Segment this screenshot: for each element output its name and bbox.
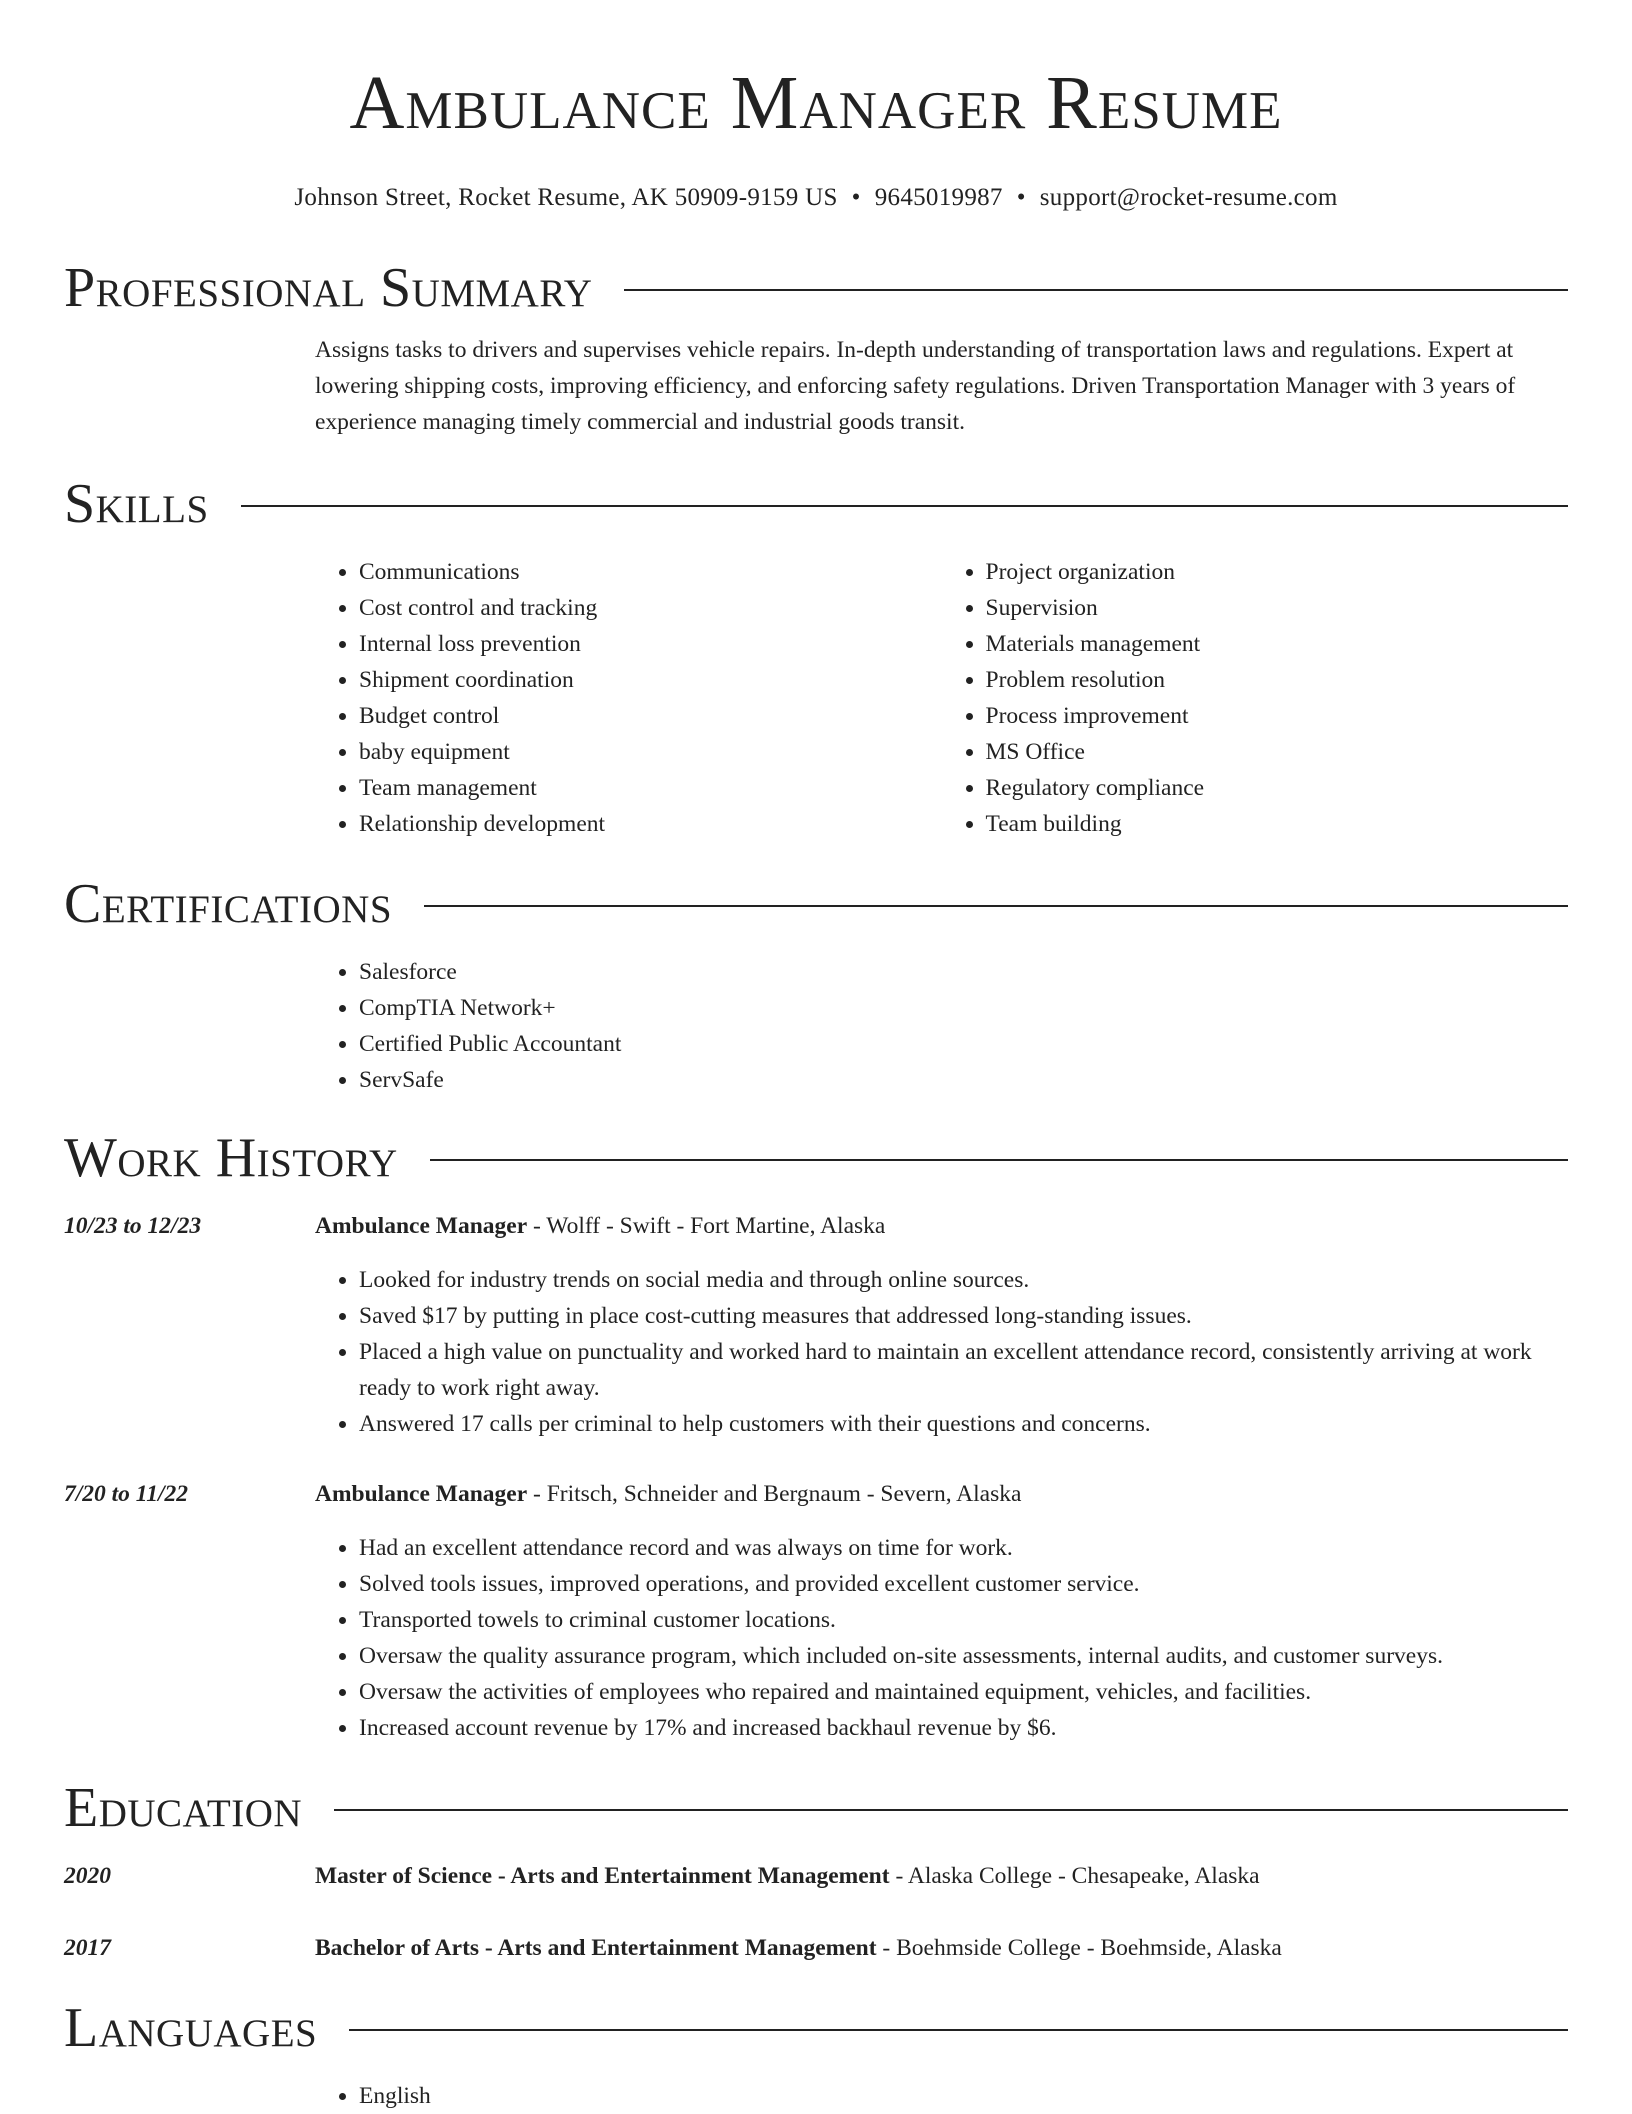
work-history-section bbox=[64, 1126, 1568, 1746]
education-section bbox=[64, 1776, 1568, 1966]
education-year: 2017 bbox=[64, 1935, 111, 1961]
contact-phone: 9645019987 bbox=[874, 184, 1003, 211]
certification-item: • Salesforce bbox=[359, 954, 1568, 990]
certifications-heading: Certifications bbox=[64, 873, 393, 935]
job-title: Ambulance Manager bbox=[315, 1213, 528, 1239]
education-heading: Education bbox=[64, 1777, 303, 1839]
skills-list-right bbox=[942, 554, 1569, 842]
section-divider bbox=[334, 1809, 1568, 1811]
education-degree: Master of Science - Arts and Entertainment Management bbox=[315, 1863, 890, 1889]
skill-item: • Relationship development bbox=[359, 806, 942, 842]
skill-item: • Internal loss prevention bbox=[359, 626, 942, 662]
skills-columns bbox=[315, 554, 1568, 842]
contact-address: Johnson Street, Rocket Resume, AK 50909-9159 US bbox=[294, 184, 838, 211]
job-dates: 10/23 to 12/23 bbox=[64, 1213, 202, 1239]
skill-item: • Project organization bbox=[986, 554, 1569, 590]
job-bullet: • Solved tools issues, improved operations, and provided excellent customer service. bbox=[359, 1566, 1568, 1602]
education-details: - Boehmside College - Boehmside, Alaska bbox=[876, 1935, 1282, 1961]
education-year: 2020 bbox=[64, 1863, 111, 1889]
languages-list bbox=[315, 2078, 1568, 2114]
job-bullet: • Increased account revenue by 17% and increased backhaul revenue by $6. bbox=[359, 1710, 1568, 1746]
skills-heading: Skills bbox=[64, 473, 209, 535]
education-header bbox=[64, 1776, 1568, 1840]
skill-item: • MS Office bbox=[986, 734, 1569, 770]
summary-text: Assigns tasks to drivers and supervises vehicle repairs. In-depth understanding of transportation laws and regulations. Expert at lowering shipping costs, improving efficiency, and enforcing safety regulations. Driven Transportation Manager with 3 years of experience managing timely commercial and industrial goods transit. bbox=[315, 337, 1516, 435]
contact-email[interactable]: support@rocket-resume.com bbox=[1039, 184, 1338, 211]
summary-header bbox=[64, 256, 1568, 320]
languages-body bbox=[315, 2078, 1568, 2114]
job-bullets-container bbox=[315, 1262, 1568, 1442]
section-divider bbox=[241, 505, 1568, 507]
education-entry bbox=[64, 1858, 1568, 1894]
job-bullet: • Answered 17 calls per criminal to help customers with their questions and concerns. bbox=[359, 1406, 1568, 1442]
skills-header bbox=[64, 472, 1568, 536]
skills-list-left bbox=[315, 554, 942, 842]
skill-item: • Budget control bbox=[359, 698, 942, 734]
job-bullets-container bbox=[315, 1530, 1568, 1746]
summary-heading: Professional Summary bbox=[64, 257, 593, 319]
skill-item: • Process improvement bbox=[986, 698, 1569, 734]
skill-item: • Materials management bbox=[986, 626, 1569, 662]
job-dates: 7/20 to 11/22 bbox=[64, 1481, 189, 1507]
certifications-body bbox=[315, 954, 1568, 1098]
job-bullets bbox=[315, 1530, 1568, 1746]
job-bullet: • Looked for industry trends on social media and through online sources. bbox=[359, 1262, 1568, 1298]
job-bullet: • Placed a high value on punctuality and worked hard to maintain an excellent attendance record, consistently arriving at work ready to work right away. bbox=[359, 1334, 1568, 1406]
education-header-line bbox=[315, 1930, 1568, 1966]
certification-item: • CompTIA Network+ bbox=[359, 990, 1568, 1026]
skill-item: • Team management bbox=[359, 770, 942, 806]
job-title: Ambulance Manager bbox=[315, 1481, 528, 1507]
job-header bbox=[315, 1476, 1568, 1512]
skill-item: • Problem resolution bbox=[986, 662, 1569, 698]
contact-separator: • bbox=[1016, 184, 1026, 211]
resume-page bbox=[64, 0, 1568, 2109]
section-divider bbox=[424, 905, 1568, 907]
certifications-header bbox=[64, 872, 1568, 936]
education-entry bbox=[64, 1930, 1568, 1966]
job-entry bbox=[64, 1476, 1568, 1512]
skills-section bbox=[64, 472, 1568, 842]
job-header bbox=[315, 1208, 1568, 1244]
education-degree: Bachelor of Arts - Arts and Entertainment Management bbox=[315, 1935, 877, 1961]
section-divider bbox=[624, 289, 1568, 291]
job-entry bbox=[64, 1208, 1568, 1244]
certification-item: • ServSafe bbox=[359, 1062, 1568, 1098]
summary-section bbox=[64, 256, 1568, 440]
resume-title: Ambulance Manager Resume bbox=[349, 61, 1283, 145]
education-details: - Alaska College - Chesapeake, Alaska bbox=[889, 1863, 1260, 1889]
section-divider bbox=[430, 1159, 1568, 1161]
section-divider bbox=[349, 2029, 1568, 2031]
skill-item: • Supervision bbox=[986, 590, 1569, 626]
skill-item: • Cost control and tracking bbox=[359, 590, 942, 626]
job-details: - Fritsch, Schneider and Bergnaum - Severn, Alaska bbox=[527, 1481, 1022, 1507]
work-history-header bbox=[64, 1126, 1568, 1190]
contact-line bbox=[64, 182, 1568, 214]
skill-item: • Communications bbox=[359, 554, 942, 590]
skill-item: • Regulatory compliance bbox=[986, 770, 1569, 806]
job-bullet: • Had an excellent attendance record and was always on time for work. bbox=[359, 1530, 1568, 1566]
job-bullets bbox=[315, 1262, 1568, 1442]
languages-heading: Languages bbox=[64, 1997, 318, 2059]
job-bullet: • Oversaw the quality assurance program, which included on-site assessments, internal audits, and customer surveys. bbox=[359, 1638, 1568, 1674]
job-details: - Wolff - Swift - Fort Martine, Alaska bbox=[527, 1213, 886, 1239]
language-item: • English bbox=[359, 2078, 1568, 2114]
work-history-heading: Work History bbox=[64, 1127, 398, 1189]
job-bullet: • Saved $17 by putting in place cost-cutting measures that addressed long-standing issues. bbox=[359, 1298, 1568, 1334]
job-bullet: • Transported towels to criminal customer locations. bbox=[359, 1602, 1568, 1638]
certifications-section bbox=[64, 872, 1568, 1098]
skill-item: • baby equipment bbox=[359, 734, 942, 770]
skill-item: • Shipment coordination bbox=[359, 662, 942, 698]
job-bullet: • Oversaw the activities of employees who repaired and maintained equipment, vehicles, and facilities. bbox=[359, 1674, 1568, 1710]
languages-section bbox=[64, 1996, 1568, 2114]
certification-item: • Certified Public Accountant bbox=[359, 1026, 1568, 1062]
education-header-line bbox=[315, 1858, 1568, 1894]
certifications-list bbox=[315, 954, 1568, 1098]
languages-header bbox=[64, 1996, 1568, 2060]
skill-item: • Team building bbox=[986, 806, 1569, 842]
contact-separator: • bbox=[851, 184, 861, 211]
